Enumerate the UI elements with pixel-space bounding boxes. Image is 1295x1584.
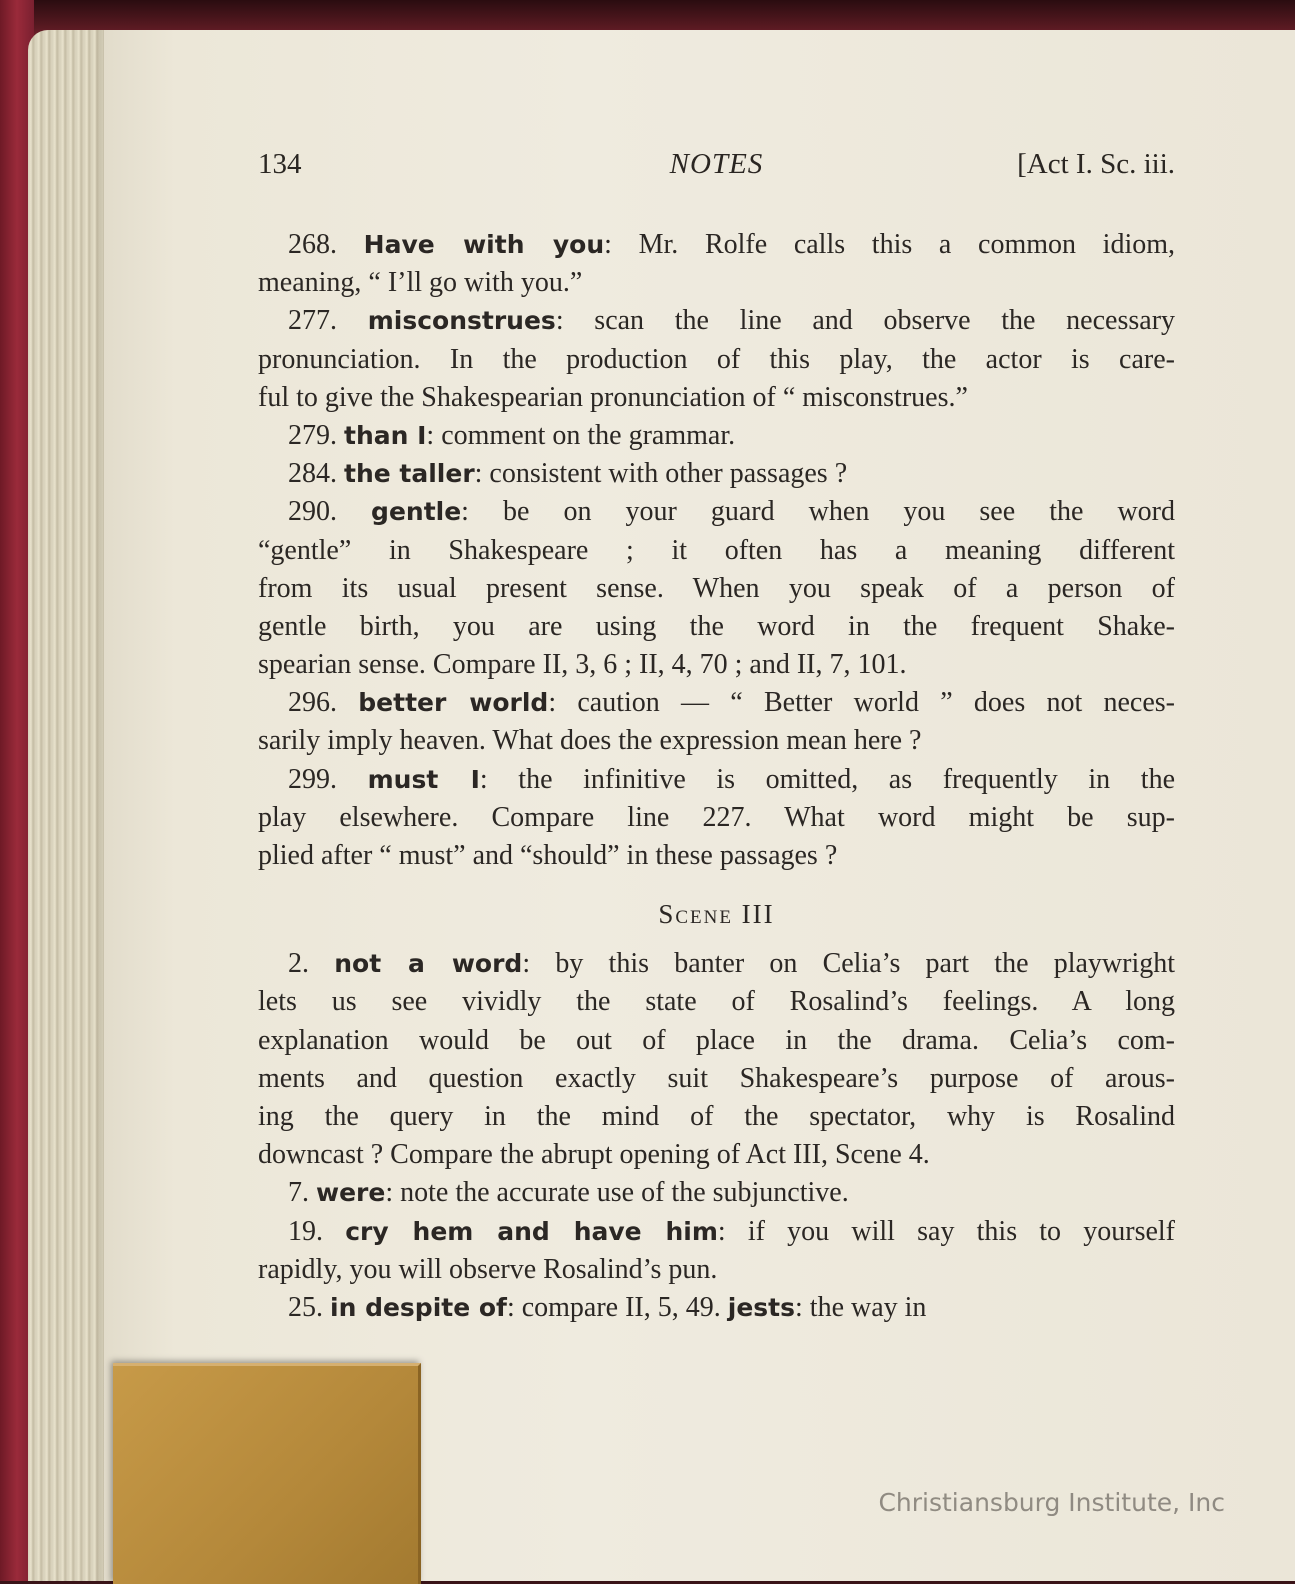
- note-line: [258, 1136, 1175, 1174]
- note-term: must I: [367, 764, 480, 794]
- note-text: ments and question exactly suit Shakespeare’s purpose of arous-: [258, 1062, 1175, 1094]
- note-line: [258, 570, 1175, 608]
- scene-heading: Scene III: [658, 899, 775, 930]
- note-term: not a word: [334, 949, 523, 979]
- section-reference: [Act I. Sc. iii.: [1017, 148, 1175, 180]
- note-line: [258, 646, 1175, 684]
- note-text: play elsewhere. Compare line 227. What word might be sup-: [258, 801, 1175, 833]
- note-text: meaning, “ I’ll go with you.”: [258, 267, 583, 299]
- note-line: [258, 761, 1175, 799]
- note-text: gentle birth, you are using the word in the frequent Shake-: [258, 610, 1175, 642]
- page-number: 134: [258, 148, 302, 180]
- note-term: than I: [344, 420, 427, 450]
- note-text: : consistent with other passages ?: [474, 458, 848, 490]
- note-line: [258, 722, 1175, 760]
- note-term: Have with you: [363, 230, 605, 259]
- note-line: [258, 1174, 1175, 1212]
- note-text: : note the accurate use of the subjunctive.: [385, 1177, 849, 1209]
- note-line: [258, 1098, 1175, 1136]
- note-line-number: 277.: [288, 305, 337, 337]
- notes-scene-iii: [258, 945, 1175, 1327]
- note-term: jests: [727, 1292, 796, 1322]
- note-entry: [258, 1289, 1175, 1327]
- note-line: [258, 264, 1175, 302]
- note-line: [258, 799, 1175, 837]
- note-entry: [258, 684, 1175, 760]
- note-text: : the infinitive is omitted, as frequently in the: [479, 763, 1175, 795]
- note-line: [258, 1251, 1175, 1289]
- note-line: [258, 341, 1175, 379]
- notes-scene-ii: [258, 226, 1175, 875]
- note-line-number: 2.: [288, 948, 309, 980]
- note-line-number: 19.: [288, 1215, 323, 1247]
- note-text: ful to give the Shakespearian pronunciation of “ misconstrues.”: [258, 381, 968, 413]
- note-line: [258, 532, 1175, 570]
- note-line: [258, 1213, 1175, 1251]
- note-entry: [258, 455, 1175, 493]
- note-text: plied after “ must” and “should” in these passages ?: [258, 840, 838, 871]
- note-line: [258, 983, 1175, 1021]
- note-term: misconstrues: [367, 306, 556, 336]
- note-text: : compare II, 5, 49.: [506, 1291, 721, 1323]
- note-line-number: 7.: [288, 1177, 309, 1209]
- note-line-number: 279.: [288, 419, 337, 451]
- note-line: [258, 417, 1175, 455]
- note-text: lets us see vividly the state of Rosalind’s feelings. A long: [258, 986, 1175, 1018]
- note-text: from its usual present sense. When you speak of a person of: [258, 572, 1175, 604]
- note-term: better world: [358, 688, 549, 718]
- note-line: [258, 302, 1175, 340]
- note-entry: [258, 945, 1175, 1174]
- note-line: [258, 493, 1175, 531]
- note-line: [258, 379, 1175, 417]
- note-text: : comment on the grammar.: [426, 419, 736, 451]
- page-title: NOTES: [669, 148, 764, 180]
- note-line: [258, 837, 1175, 875]
- note-text: pronunciation. In the production of this play, the actor is care-: [258, 343, 1175, 375]
- note-text: spearian sense. Compare II, 3, 6 ; II, 4, 70 ; and II, 7, 101.: [258, 649, 907, 681]
- note-entry: [258, 302, 1175, 417]
- note-entry: [258, 1213, 1175, 1289]
- note-text: sarily imply heaven. What does the expression mean here ?: [258, 725, 922, 757]
- note-text: : if you will say this to yourself: [717, 1215, 1175, 1247]
- note-text: rapidly, you will observe Rosalind’s pun.: [258, 1253, 718, 1285]
- note-entry: [258, 761, 1175, 876]
- note-term: gentle: [371, 497, 462, 527]
- note-line-number: 268.: [288, 229, 337, 260]
- note-text: ing the query in the mind of the spectator, why is Rosalind: [258, 1100, 1175, 1132]
- note-line-number: 284.: [288, 458, 337, 490]
- note-text: : the way in: [795, 1291, 927, 1323]
- note-text: : by this banter on Celia’s part the playwright: [522, 948, 1176, 980]
- running-header: [258, 148, 1175, 188]
- note-line: [258, 1022, 1175, 1060]
- note-line: [258, 1060, 1175, 1098]
- bookmark-tab: [113, 1363, 421, 1584]
- note-line-number: 299.: [288, 763, 337, 795]
- note-line: [258, 455, 1175, 493]
- note-line: [258, 945, 1175, 983]
- note-term: cry hem and have him: [345, 1216, 718, 1246]
- note-term: in despite of: [330, 1292, 507, 1322]
- note-entry: [258, 226, 1175, 302]
- note-text: downcast ? Compare the abrupt opening of Act III, Scene 4.: [258, 1139, 930, 1171]
- note-line: [258, 684, 1175, 722]
- note-term: the taller: [344, 459, 475, 489]
- notes-body: [258, 226, 1175, 1327]
- note-line: [258, 226, 1175, 264]
- note-text: : Mr. Rolfe calls this a common idiom,: [604, 229, 1176, 260]
- note-text: : scan the line and observe the necessary: [555, 305, 1176, 337]
- note-line: [258, 608, 1175, 646]
- note-entry: [258, 417, 1175, 455]
- watermark: Christiansburg Institute, Inc: [878, 1488, 1225, 1517]
- note-entry: [258, 1174, 1175, 1212]
- note-text: : be on your guard when you see the word: [461, 496, 1176, 528]
- note-text: : caution — “ Better world ” does not neces-: [548, 687, 1175, 719]
- note-text: explanation would be out of place in the drama. Celia’s com-: [258, 1024, 1175, 1056]
- note-term: were: [316, 1178, 386, 1208]
- note-line-number: 296.: [288, 687, 337, 719]
- note-text: “gentle” in Shakespeare ; it often has a meaning different: [258, 534, 1175, 566]
- note-line-number: 290.: [288, 496, 337, 528]
- page-edges: [28, 30, 114, 1581]
- note-entry: [258, 493, 1175, 684]
- note-line-number: 25.: [288, 1291, 323, 1323]
- note-line: [258, 1289, 1175, 1327]
